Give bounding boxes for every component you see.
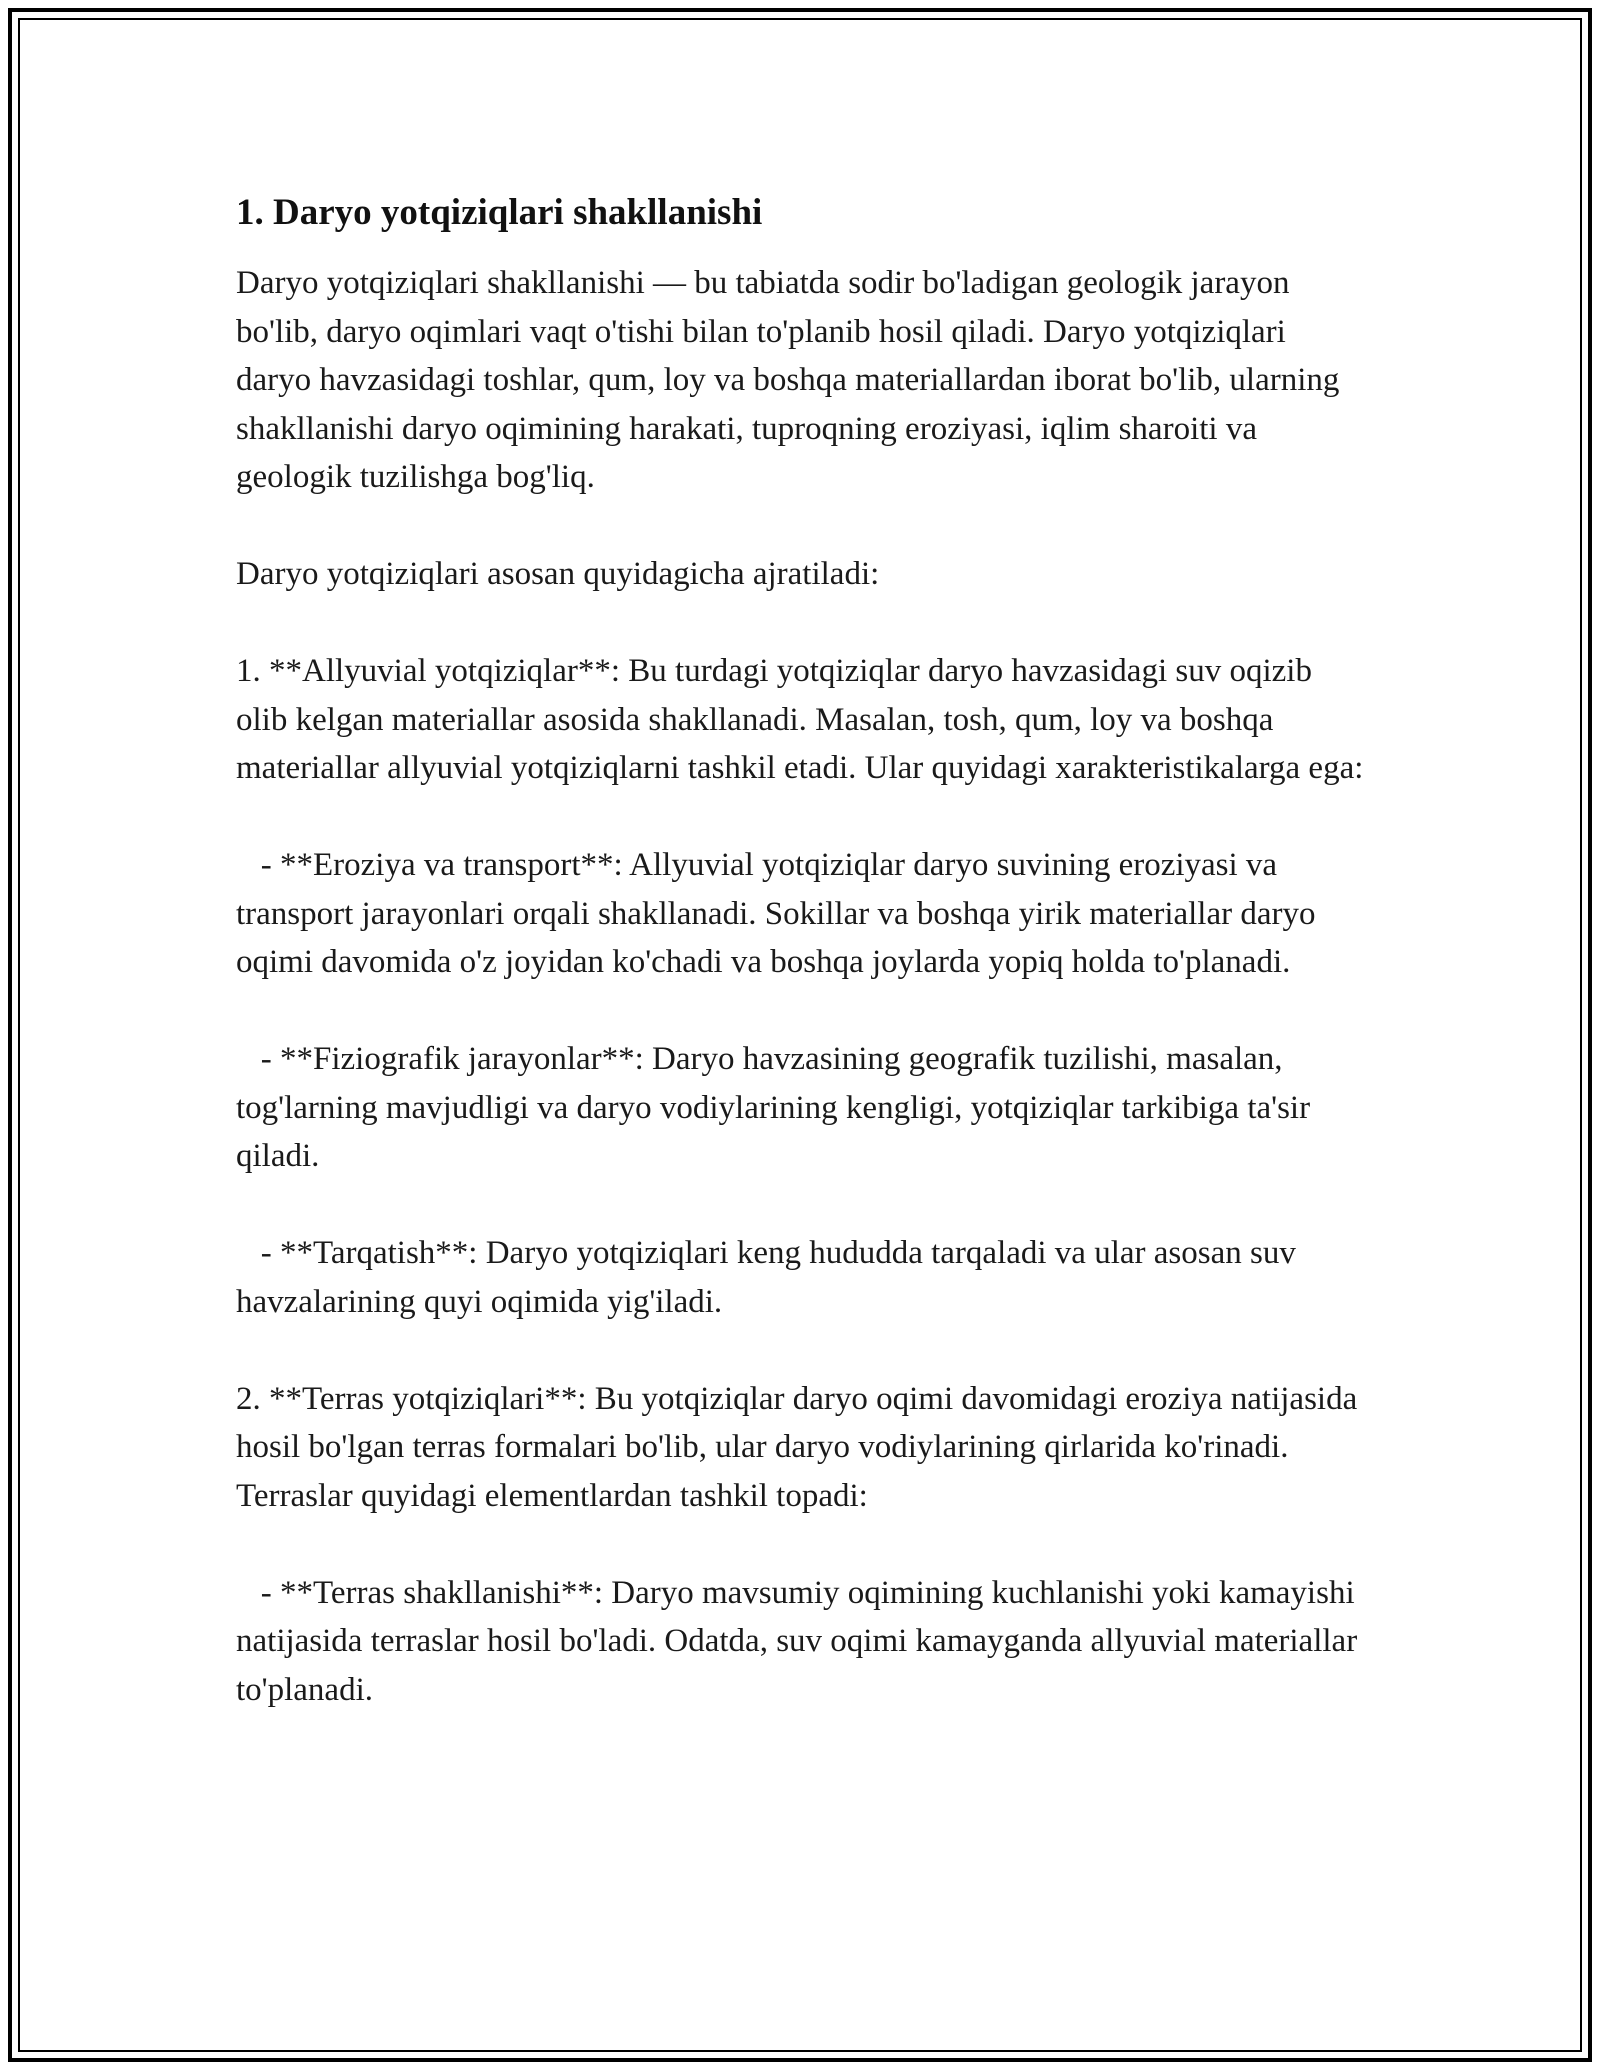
classification-intro: Daryo yotqiziqlari asosan quyidagicha ajratiladi: (236, 556, 880, 592)
intro-paragraph: Daryo yotqiziqlari shakllanishi — bu tabiatda sodir bo'ladigan geologik jarayon bo'lib, daryo oqimlari vaqt o'tishi bilan to'planib hosil qiladi. Daryo yotqiziqlari daryo havzasidagi toshlar, qum, loy va boshqa materiallardan iborat bo'lib, ularning shakllanishi daryo oqimining harakati, tuproqning eroziyasi, iqlim sharoiti va geologik tuzilishga bog'liq. (236, 265, 1348, 495)
sub-item-fiziografik: - **Fiziografik jarayonlar**: Daryo havzasining geografik tuzilishi, masalan, tog'larning mavjudligi va daryo vodiylarining kengligi, yotqiziqlar tarkibiga ta'sir qiladi. (236, 1041, 1319, 1174)
list-item-terras: 2. **Terras yotqiziqlari**: Bu yotqiziqlar daryo oqimi davomidagi eroziya natijasida hosil bo'lgan terras formalari bo'lib, ular daryo vodiylarining qirlarida ko'rinadi. Terraslar quyidagi elementlardan tashkil topadi: (236, 1380, 1366, 1514)
list-item-allyuvial: 1. **Allyuvial yotqiziqlar**: Bu turdagi yotqiziqlar daryo havzasidagi suv oqizib olib kelgan materiallar asosida shakllanadi. Masalan, tosh, qum, loy va boshqa materiallar allyuvial yotqiziqlarni tashkil etadi. Ular quyidagi xarakteristikalarga ega: (236, 653, 1364, 786)
sub-item-tarqatish: - **Tarqatish**: Daryo yotqiziqlari keng hududda tarqaladi va ular asosan suv havzalarining quyi oqimida yig'iladi. (236, 1235, 1305, 1320)
sub-item-terras-shakllanishi: - **Terras shakllanishi**: Daryo mavsumiy oqimining kuchlanishi yoki kamayishi natijasida terraslar hosil bo'ladi. Odatda, suv oqimi kamayganda allyuvial materiallar to'planadi. (236, 1574, 1366, 1708)
document-body (236, 185, 1366, 1763)
section-heading: 1. Daryo yotqiziqlari shakllanishi (236, 192, 763, 233)
sub-item-eroziya: - **Eroziya va transport**: Allyuvial yotqiziqlar daryo suvining eroziyasi va transport jarayonlari orqali shakllanadi. Sokillar va boshqa yirik materiallar daryo oqimi davomida o'z joyidan ko'chadi va boshqa joylarda yopiq holda to'planadi. (236, 847, 1324, 980)
